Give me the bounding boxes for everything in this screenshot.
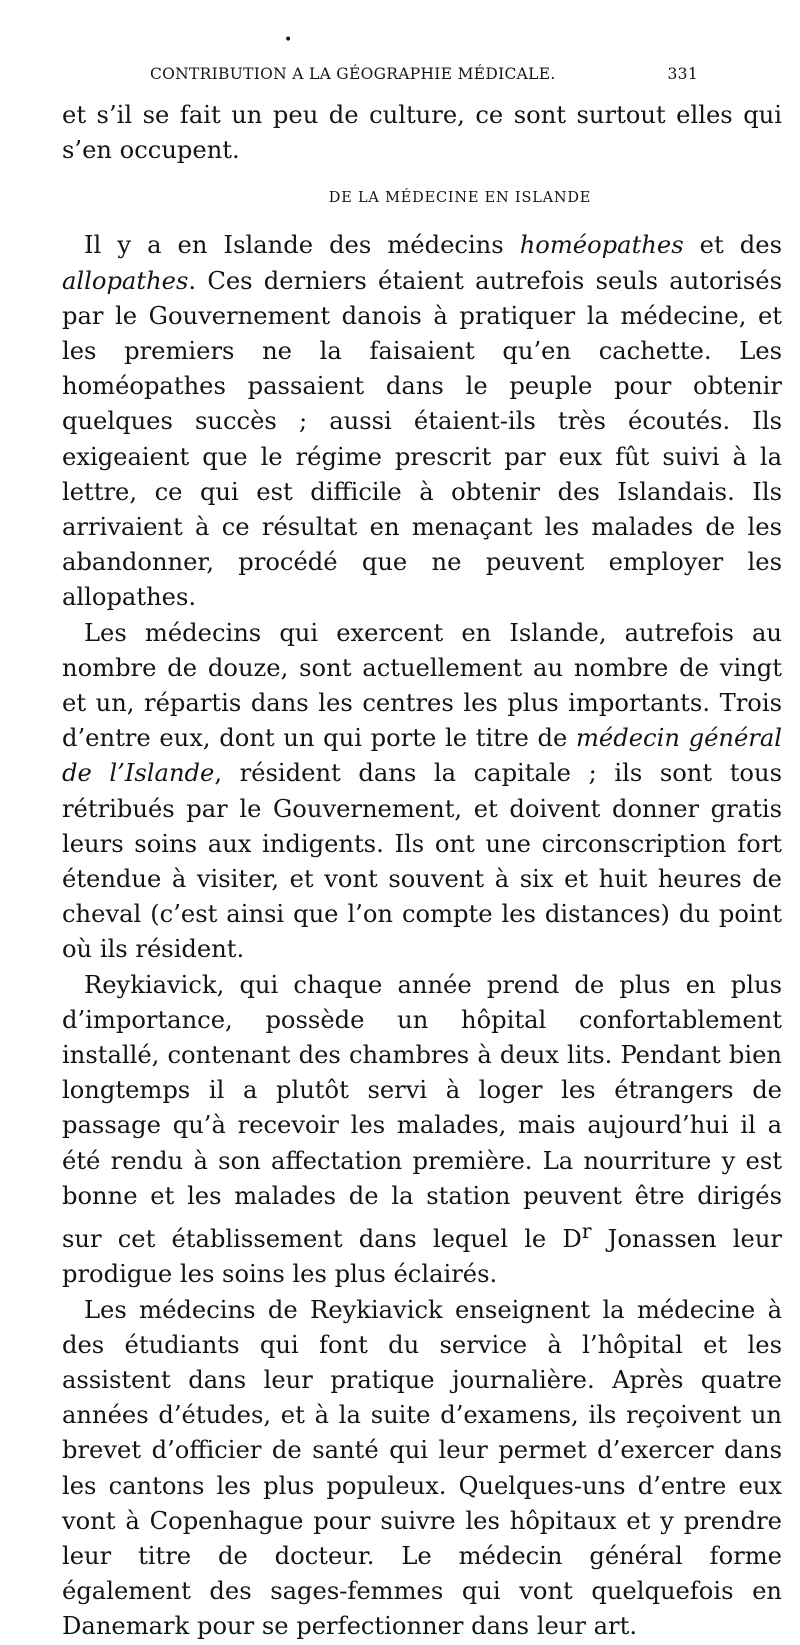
p1-italic-homeopathes: homéopathes — [519, 231, 684, 260]
p2-text-a: Les médecins qui exercent en Islande, autrefois au nombre de douze, sont actuellement au nombre de vingt et un, répartis dans les centres les plus importants. Trois d’entre eux, dont un qui porte le titre de — [62, 618, 782, 753]
p3-text-a: Reykiavick, qui chaque année prend de plus en plus d’importance, possède un hôpital confortablement installé, contenant des chambres à deux lits. Pendant bien longtemps il a plutôt servi à loger les étrangers de passage qu’à recevoir les malades, mais aujourd’hui il a été rendu à son affectation première. La nourriture y est bonne et les malades de la station peuvent être dirigés sur cet établissement dans lequel le D — [62, 970, 782, 1254]
p1-text-c: . Ces derniers étaient autrefois seuls autorisés par le Gouvernement danois à pratiquer la médecine, et les premiers ne la faisaient qu’en cachette. Les homéopathes passaient dans le peuple pour obtenir quelques succès ; aussi étaient-ils très écoutés. Ils exigeaient que le régime prescrit par eux fût suivi à la lettre, ce qui est difficile à obtenir des Islandais. Ils arrivaient à ce résultat en menaçant les malades de les abandonner, procédé que ne peuvent employer les allopathes. — [62, 266, 782, 612]
page-number: 331 — [667, 65, 698, 83]
body-text — [62, 98, 782, 1645]
continuation-paragraph: et s’il se fait un peu de culture, ce sont surtout elles qui s’en occupent. — [62, 101, 782, 165]
p1-italic-allopathes: allopathes — [62, 266, 189, 295]
p1-text-b: et des — [683, 231, 782, 260]
running-head — [150, 62, 698, 86]
paragraph-homeopathes — [62, 228, 782, 615]
paragraph-hopital — [62, 968, 782, 1293]
p1-text-a: Il y a en Islande des médecins — [84, 231, 520, 260]
section-heading — [62, 168, 782, 228]
printer-mark: • — [284, 32, 293, 48]
p3-text-b: Jonassen leur prodigue les soins les plus éclairés. — [62, 1225, 782, 1289]
running-title: CONTRIBUTION A LA GÉOGRAPHIE MÉDICALE. — [150, 65, 556, 83]
p3-superscript: r — [581, 1219, 592, 1244]
p2-text-b: , résident dans la capitale ; ils sont tous rétribués par le Gouvernement, et doivent donner gratis leurs soins aux indigents. Ils ont une circonscription fort étendue à visiter, et vont souvent à six et huit heures de cheval (c’est ainsi que l’on compte les distances) du point où ils résident. — [62, 759, 782, 964]
p2-italic-title: médecin général de l’Islande — [62, 724, 782, 788]
section-heading-text: DE LA MÉDECINE EN ISLANDE — [328, 190, 592, 207]
paragraph-enseignement: Les médecins de Reykiavick enseignent la médecine à des étudiants qui font du service à l’hôpital et les assistent dans leur pratique journalière. Après quatre années d’études, et à la suite d’examens, ils reçoivent un brevet d’officier de santé qui leur permet d’exercer dans les cantons les plus populeux. Quelques-uns d’entre eux vont à Copenhague pour suivre les hôpitaux et y prendre leur titre de docteur. Le médecin général forme également des sages-femmes qui vont quelquefois en Danemark pour se perfectionner dans leur art. — [62, 1295, 782, 1641]
paragraph-medecins — [62, 616, 782, 968]
